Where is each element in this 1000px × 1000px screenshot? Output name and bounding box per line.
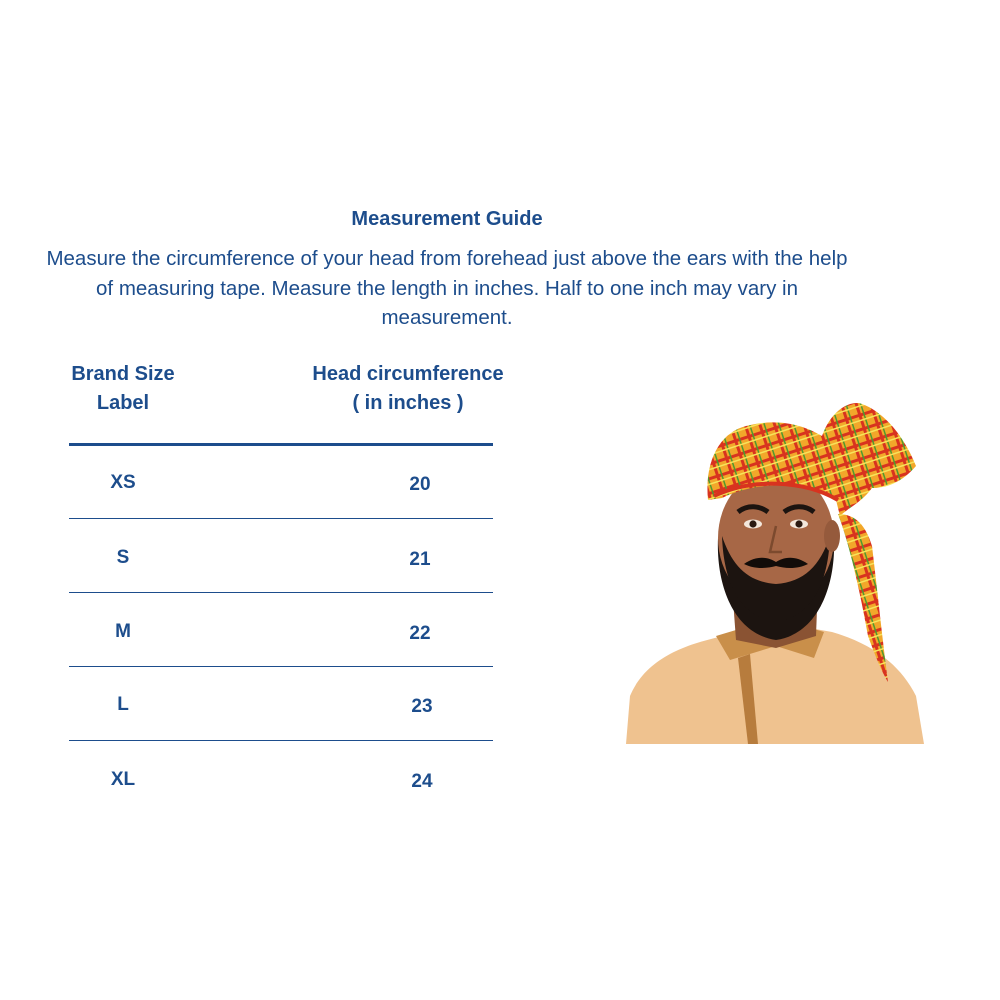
value-cell-xs: 20	[409, 474, 431, 495]
value-cell-s: 21	[409, 549, 431, 570]
value-cell-xl: 24	[411, 771, 433, 792]
size-cell-xl: XL	[110, 769, 136, 790]
model-wearing-turban-photo	[626, 396, 926, 744]
row-divider	[69, 740, 493, 741]
header-head-circumference: Head circumference ( in inches )	[312, 363, 504, 414]
header-divider	[69, 443, 493, 446]
value-cell-m: 22	[409, 623, 431, 644]
header-brand-size-label: Brand Size Label	[71, 363, 175, 414]
row-divider	[69, 666, 493, 667]
size-cell-l: L	[117, 694, 129, 715]
description-line-2: of measuring tape. Measure the length in inches. Half to one inch may vary in	[96, 276, 798, 300]
value-cell-l: 23	[411, 696, 433, 717]
description-line-1: Measure the circumference of your head from forehead just above the ears with the help	[46, 247, 848, 270]
description-line-3: measurement.	[381, 306, 513, 329]
measurement-guide-title: Measurement Guide	[351, 208, 543, 230]
row-divider	[69, 518, 493, 519]
size-cell-xs: XS	[110, 472, 136, 493]
size-cell-s: S	[116, 547, 130, 568]
row-divider	[69, 592, 493, 593]
measurement-description	[4, 244, 890, 333]
size-cell-m: M	[115, 621, 131, 642]
